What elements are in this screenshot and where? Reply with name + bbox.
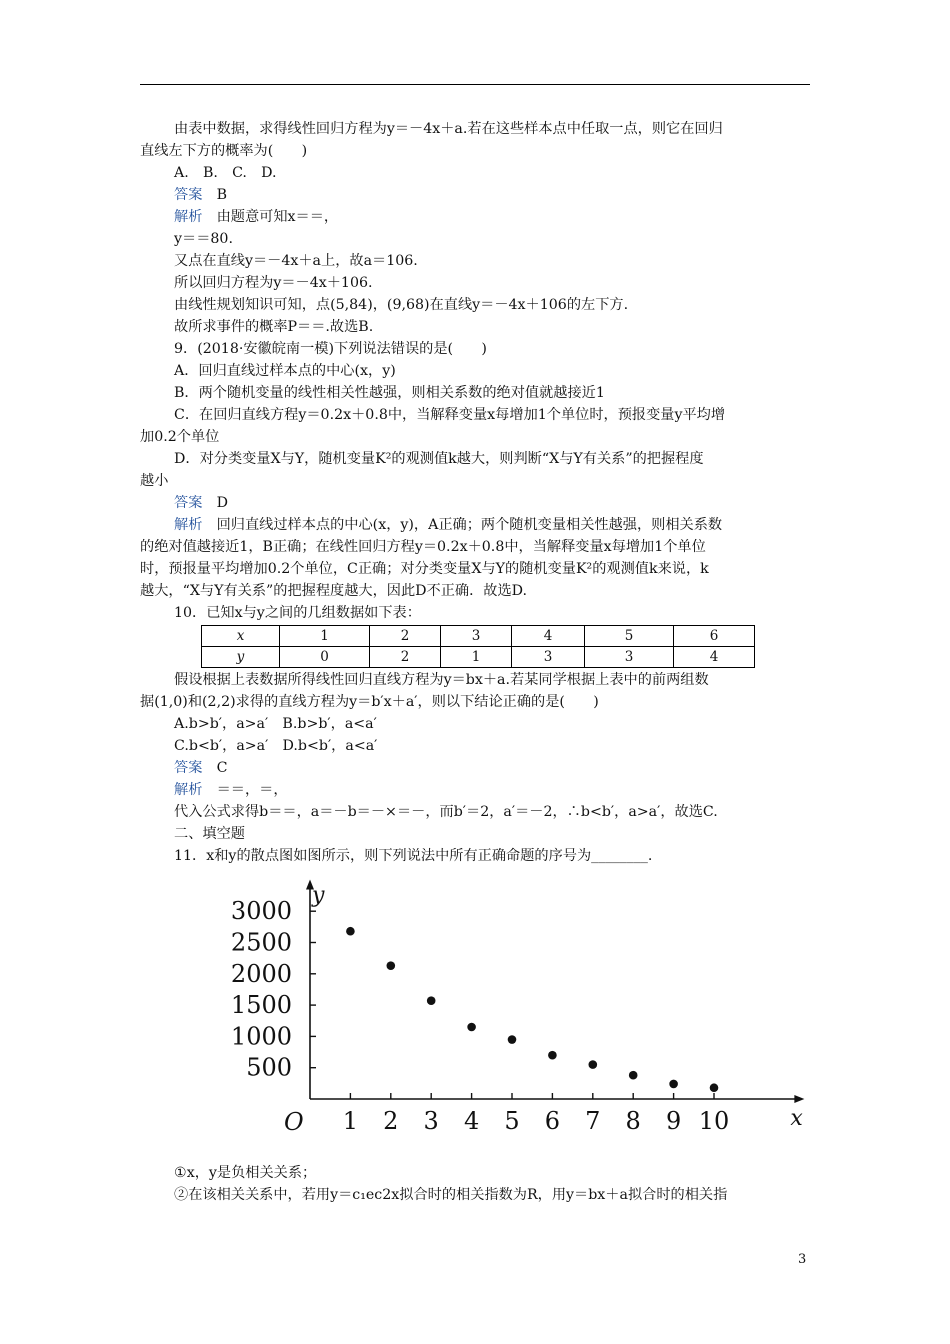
table-cell: 1: [441, 647, 512, 668]
answer-label: 答案: [174, 495, 203, 511]
table-header-y: y: [202, 647, 280, 668]
chart-axes: [284, 880, 804, 1136]
scatter-chart: [224, 866, 803, 1158]
analysis-text: 由题意可知x＝＝，: [216, 209, 339, 225]
x-tick-label: 9: [665, 1107, 682, 1135]
data-point: [387, 961, 396, 970]
q9-option-b: B．两个随机变量的线性相关性越强，则相关系数的绝对值就越接近1: [174, 385, 605, 401]
q8-analysis-line: 由线性规划知识可知，点(5,84)，(9,68)在直线y＝－4x＋106的左下方.: [174, 297, 629, 313]
q9-option-d: D．对分类变量X与Y，随机变量K²的观测值k越大，则判断“X与Y有关系”的把握程度: [174, 451, 704, 467]
q10-options-ab: A.b>b′，a>a′ B.b>b′，a<a′: [174, 716, 377, 732]
q10-analysis-line: 代入公式求得b＝＝，a＝－b＝－×＝－，而b′＝2，a′＝－2，∴b<b′，a>a′，故选C.: [174, 804, 718, 820]
q10-answer: [140, 757, 810, 779]
table-row-x: [202, 626, 755, 647]
data-point: [467, 1023, 476, 1032]
q8-options: A. B. C. D.: [174, 165, 277, 181]
q8-stem-line-2: 直线左下方的概率为( ): [140, 143, 308, 159]
chart-points: [346, 927, 718, 1092]
data-point: [548, 1051, 557, 1060]
answer-label: 答案: [174, 187, 203, 203]
data-point: [669, 1080, 678, 1089]
origin-label: O: [284, 1108, 304, 1136]
q8-analysis: [140, 206, 810, 228]
q10-stem: 10．已知x与y之间的几组数据如下表：: [174, 605, 421, 621]
x-tick-label: 10: [698, 1107, 730, 1135]
data-point: [710, 1083, 719, 1092]
data-point: [346, 927, 355, 936]
data-point: [427, 996, 436, 1005]
analysis-label: 解析: [174, 209, 203, 225]
data-point: [589, 1060, 598, 1069]
table-cell: 3: [585, 647, 674, 668]
y-axis-label: y: [312, 883, 325, 908]
section-title: 二、填空题: [174, 826, 245, 842]
q10-data-table: [201, 625, 755, 668]
table-cell: 3: [512, 647, 585, 668]
y-tick-label: 2000: [230, 959, 292, 988]
q9-option-c-cont: 加0.2个单位: [140, 429, 220, 445]
q9-analysis-line: 越大，“X与Y有关系”的把握程度越大，因此D不正确．故选D.: [140, 583, 528, 599]
answer-value: C: [216, 760, 228, 776]
q10-text-line-2: 据(1,0)和(2,2)求得的直线方程为y＝b′x＋a′，则以下结论正确的是( ): [140, 694, 599, 710]
x-tick-label: 7: [585, 1107, 601, 1135]
data-point: [508, 1035, 517, 1044]
table-cell: 1: [280, 626, 370, 647]
analysis-text: ＝＝，＝，: [216, 782, 288, 798]
y-tick-label: 1000: [230, 1022, 292, 1051]
q9-analysis-line: 时，预报量平均增加0.2个单位，C正确；对分类变量X与Y的随机变量K²的观测值k来说，k: [140, 561, 709, 577]
x-tick-label: 4: [463, 1107, 480, 1135]
q11-stem: 11．x和y的散点图如图所示，则下列说法中所有正确命题的序号为________.: [174, 848, 653, 864]
x-axis-label: x: [790, 1106, 803, 1131]
y-tick-label: 1500: [230, 991, 292, 1020]
q10-analysis: [140, 779, 810, 801]
data-point: [629, 1071, 638, 1080]
q8-analysis-line: 故所求事件的概率P＝＝.故选B.: [174, 319, 374, 335]
x-tick-label: 2: [383, 1107, 399, 1135]
answer-value: D: [216, 495, 228, 511]
header-rule: [140, 84, 810, 85]
q9-stem: 9．(2018·安徽皖南一模)下列说法错误的是( ): [174, 341, 487, 357]
x-tick-label: 3: [423, 1107, 439, 1135]
q9-analysis: [140, 514, 810, 536]
x-tick-label: 5: [504, 1107, 520, 1135]
q9-option-d-cont: 越小: [140, 473, 169, 489]
x-tick-label: 1: [342, 1107, 359, 1135]
y-tick-label: 3000: [230, 897, 292, 926]
q11-item-2: ②在该相关关系中，若用y＝c₁ec2x拟合时的相关指数为R，用y＝bx＋a拟合时的相关指: [174, 1187, 728, 1203]
table-cell: 2: [370, 626, 441, 647]
table-cell: 3: [441, 626, 512, 647]
document-body: [140, 118, 810, 867]
y-tick-label: 2500: [230, 928, 292, 957]
q10-options-cd: C.b<b′，a>a′ D.b<b′，a<a′: [174, 738, 378, 754]
q8-stem-line-1: 由表中数据，求得线性回归方程为y＝－4x＋a.若在这些样本点中任取一点，则它在回归: [174, 121, 723, 137]
page-number: 3: [798, 1252, 807, 1267]
x-axis-arrow: [794, 1095, 804, 1103]
table-cell: 5: [585, 626, 674, 647]
q9-option-a: A．回归直线过样本点的中心(x，y): [174, 363, 396, 379]
q8-analysis-line: y＝＝80.: [174, 231, 233, 247]
q9-analysis-line: 的绝对值越接近1，B正确；在线性回归方程y＝0.2x＋0.8中，当解释变量x每增加1个单位: [140, 539, 706, 555]
table-cell: 2: [370, 647, 441, 668]
table-cell: 4: [512, 626, 585, 647]
x-tick-label: 8: [625, 1107, 641, 1135]
q9-answer: [140, 492, 810, 514]
table-row-y: [202, 647, 755, 668]
table-header-x: x: [202, 626, 280, 647]
q10-text-line-1: 假设根据上表数据所得线性回归直线方程为y＝bx＋a.若某同学根据上表中的前两组数: [174, 672, 709, 688]
y-tick-label: 500: [246, 1053, 292, 1082]
table-cell: 6: [674, 626, 755, 647]
analysis-label: 解析: [174, 517, 203, 533]
q8-answer: [140, 184, 810, 206]
q11-items: [140, 1162, 810, 1206]
q11-item-1: ①x，y是负相关关系；: [174, 1165, 317, 1181]
answer-label: 答案: [174, 760, 203, 776]
x-tick-label: 6: [544, 1107, 561, 1135]
analysis-text: 回归直线过样本点的中心(x，y)，A正确；两个随机变量相关性越强，则相关系数: [216, 517, 723, 533]
table-cell: 0: [280, 647, 370, 668]
q9-option-c: C．在回归直线方程y＝0.2x＋0.8中，当解释变量x每增加1个单位时，预报变量y平均增: [174, 407, 726, 423]
answer-value: B: [216, 187, 228, 203]
q8-analysis-line: 又点在直线y＝－4x＋a上，故a＝106.: [174, 253, 418, 269]
table-cell: 4: [674, 647, 755, 668]
q8-analysis-line: 所以回归方程为y＝－4x＋106.: [174, 275, 373, 291]
analysis-label: 解析: [174, 782, 203, 798]
